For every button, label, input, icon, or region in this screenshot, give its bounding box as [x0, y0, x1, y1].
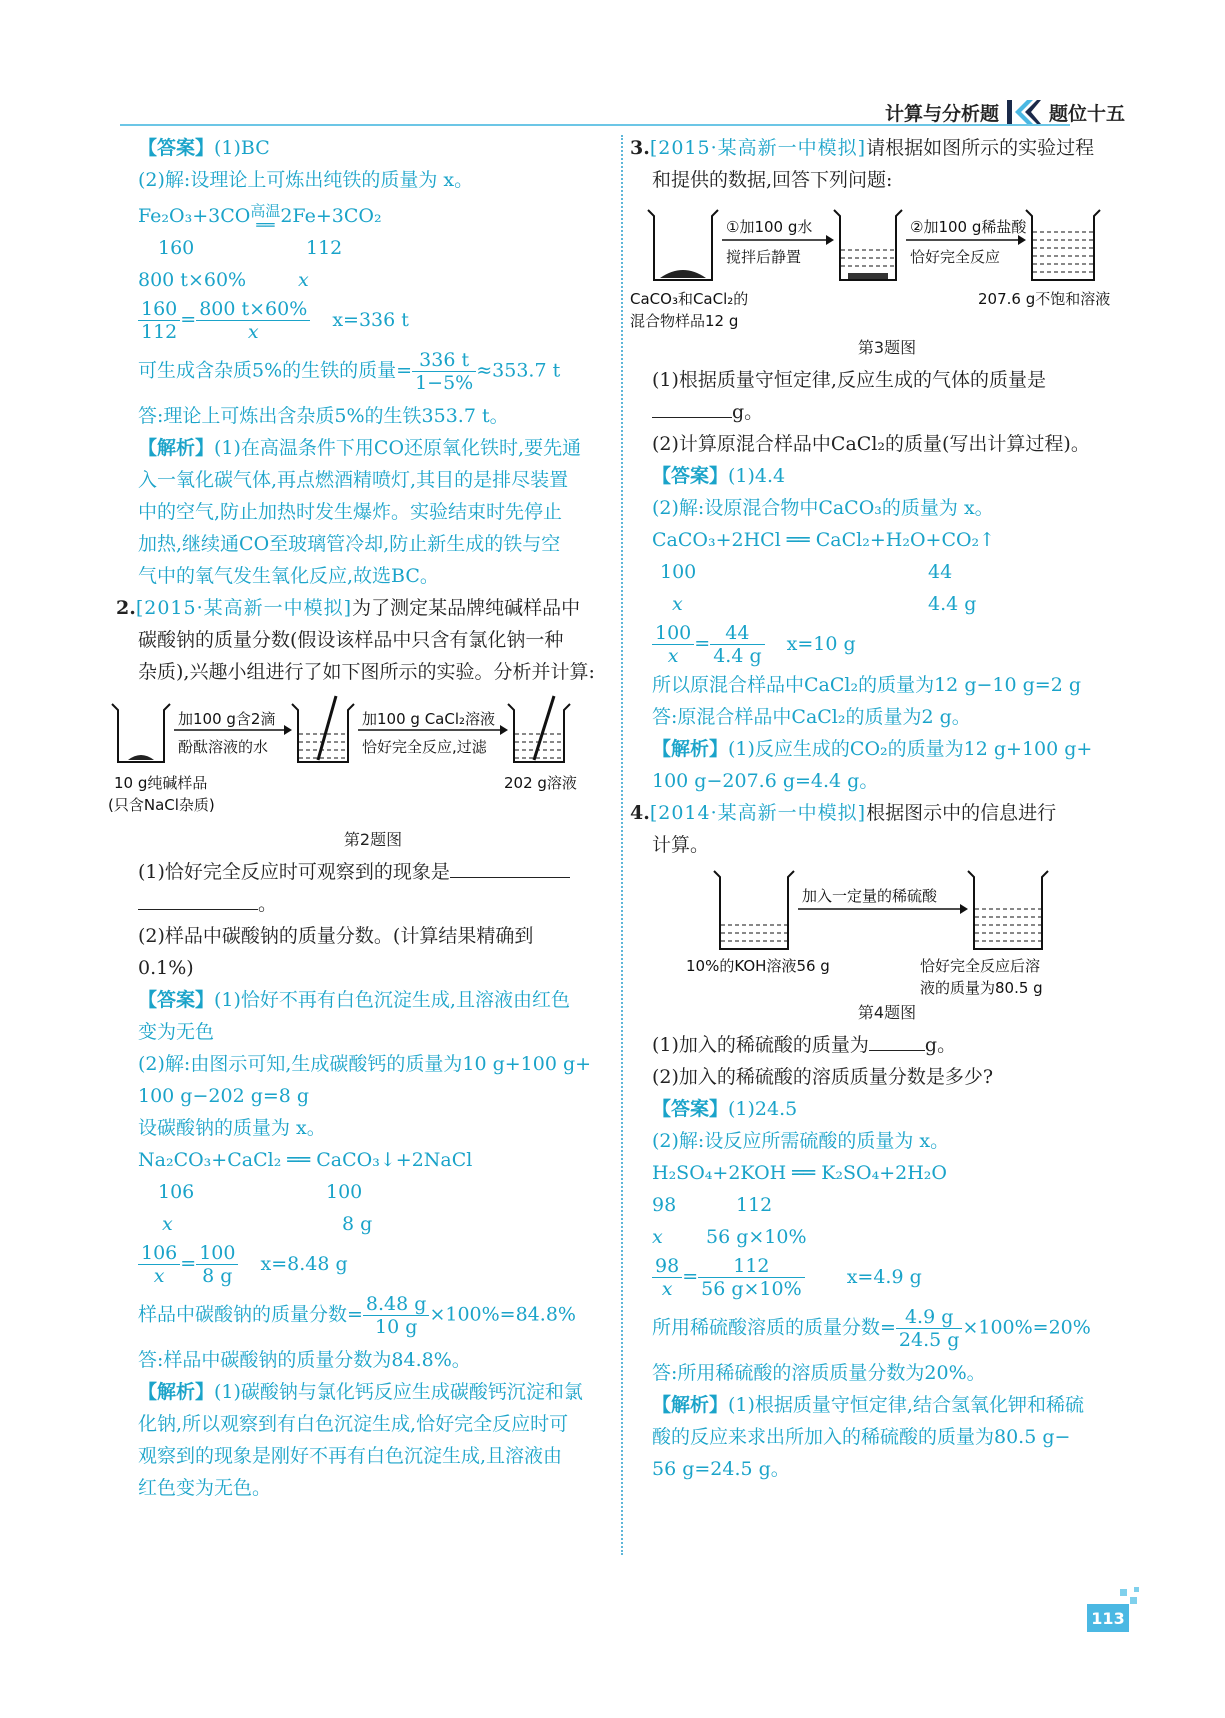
result: x=10 g: [786, 632, 856, 655]
solution-line: 100 g−202 g=8 g: [138, 1085, 310, 1107]
frac-denominator: 56 g×10%: [701, 1278, 802, 1300]
arrow-label: ②加100 g稀盐酸: [910, 218, 1027, 236]
analysis-line: 中的空气,防止加热时发生爆炸。实验结束时先停止: [138, 501, 563, 523]
analysis-line: 加热,继续通CO至玻璃管冷却,防止新生成的铁与空: [138, 533, 561, 555]
answer-text: (1)24.5: [728, 1098, 798, 1120]
conclusion: 答:理论上可炼出含杂质5%的生铁353.7 t。: [138, 405, 509, 427]
sub-question: (2)加入的稀硫酸的溶质质量分数是多少?: [652, 1066, 994, 1088]
solution-line: (2)解:设原混合物中CaCO₃的质量为 x。: [652, 497, 994, 519]
known-value: 800 t×60%: [138, 269, 247, 291]
sub-question: (2)计算原混合样品中CaCl₂的质量(写出计算过程)。: [652, 433, 1090, 455]
end-label: 202 g溶液: [504, 774, 577, 792]
sample-label: CaCO₃和CaCl₂的: [630, 290, 749, 308]
percentage-row: [652, 1306, 1122, 1351]
text: g。: [732, 401, 764, 423]
answer-text: (1)BC: [214, 137, 270, 159]
text: g。: [924, 1034, 957, 1056]
answer-tag: 【答案】: [652, 1098, 729, 1120]
conclusion: 答:样品中碳酸钠的质量分数为84.8%。: [138, 1349, 471, 1371]
frac-denominator: 4.4 g: [713, 645, 762, 667]
question-stem: 碳酸钠的质量分数(假设该样品中只含有氯化钠一种: [138, 629, 564, 651]
experiment-diagram: [626, 200, 1126, 332]
frac-numerator: 106: [138, 1242, 180, 1265]
end-label: 液的质量为80.5 g: [920, 979, 1043, 997]
frac-denominator: 1−5%: [415, 372, 474, 394]
molar-mass: 100: [660, 561, 697, 583]
solution-line: (2)解:设反应所需硫酸的质量为 x。: [652, 1130, 950, 1152]
chevron-logo-icon: [1007, 98, 1041, 126]
sample-label: 10 g纯碱样品: [114, 774, 208, 792]
molar-mass-row: [652, 1189, 1122, 1221]
frac-numerator: 336 t: [412, 349, 476, 372]
sub-question: (1)恰好完全反应时可观察到的现象是: [138, 861, 450, 883]
answer-text: 变为无色: [138, 1021, 215, 1043]
header-rule: [120, 124, 1070, 126]
equation-left: Fe₂O₃+3CO: [138, 205, 251, 227]
solution-line: (2)解:由图示可知,生成碳酸钙的质量为10 g+100 g+: [138, 1053, 592, 1075]
analysis-line: 56 g=24.5 g。: [652, 1458, 790, 1480]
end-label: 207.6 g不饱和溶液: [978, 290, 1111, 308]
text: ≈353.7 t: [476, 359, 561, 382]
equation-condition: 高温: [250, 202, 281, 220]
question-stem: 请根据如图所示的实验过程: [866, 137, 1095, 159]
unknown-value: x: [162, 1213, 173, 1235]
frac-denominator: x: [247, 321, 259, 343]
left-column: 【答案】(1)BC (2)解:设理论上可炼出纯铁的质量为 x。 Fe₂O₃+3CO 高温 ══ 2Fe+3CO₂ 160 112 800 t×60% x $\frac{160}{112}$ = $\frac{800 t\times 60\%}{x}$ x=336 t 可生成含杂质5%的生铁的质量= $\frac{336 t}{1-5\%}$ ≈353.7 t 答:理论上可炼出含杂质5%的生铁353.7 t。 【解析】(1)在高温条件下用CO还原氧化铁时,要先通 入一氧化碳气体,再点燃酒精喷灯,其目的是排尽装置 中的空气,防止加热时发生爆炸。实验结束时先停止 加热,继续通CO至玻璃管冷却,防止新生成的铁与空 气中的氧气发生氧化反应,故选BC。 2.[2015·某高新一中模拟]为了测定某品牌纯碱样品中 碳酸钠的质量分数(假设该样品中只含有氯化钠一种 杂质),兴趣小组进行了如下图所示的实验。分析并计算: 加100 g含2滴 酚酞溶液的水 加100 g CaCl₂溶液 恰好完全反应,过滤 10 g纯碱样品 (只含NaCl杂质) 202 g溶液 第2题图 (1)恰好完全反应时可观察到的现象是 。 (2)样品中碳酸钠的质量分数。(计算结果精确到 0.1%) 【答案】(1)恰好不再有白色沉淀生成,且溶液由红色 变为无色 (2)解:由图示可知,生成碳酸钙的质量为10 g+100 g+ 100 g−202 g=8 g 设碳酸钠的质量为 x。 Na₂CO₃+CaCl₂ ══ CaCO₃↓+2NaCl 106 100 x 8 g $\frac{106}{x}$ = $\frac{100}{8 g}$ x=8.48 g 样品中碳酸钠的质量分数= $\frac{8.48 g}{10 g}$ ×100%=84.8% 答:样品中碳酸钠的质量分数为84.8%。 【解析】(1)碳酸钠与氯化钙反应生成碳酸钙沉淀和氯 化钠,所以观察到有白色沉淀生成,恰好完全反应时可 观察到的现象是刚好不再有白色沉淀生成,且溶液由 红色变为无色。: [138, 132, 608, 1504]
text: ×100%=20%: [962, 1316, 1091, 1339]
figure-3: [626, 200, 1122, 332]
end-label: 恰好完全反应后溶: [920, 957, 1041, 975]
question-stem: 杂质),兴趣小组进行了如下图所示的实验。分析并计算:: [138, 661, 595, 683]
arrow-label: 恰好完全反应: [910, 248, 1001, 266]
text: 可生成含杂质5%的生铁的质量=: [138, 359, 413, 382]
arrow-label: 酚酞溶液的水: [178, 738, 269, 756]
result: x=336 t: [332, 308, 409, 331]
analysis-line: (1)反应生成的CO₂的质量为12 g+100 g+: [728, 738, 1093, 760]
question-source: [2015·某高新一中模拟]: [135, 597, 353, 619]
figure-4: [678, 865, 1122, 997]
proportion-row: $\frac{160}{112}$ = $\frac{800 t\times 60\%}{x}$ x=336 t: [138, 298, 608, 343]
analysis-tag: 【解析】: [138, 1381, 215, 1403]
sub-question: (1)加入的稀硫酸的质量为: [652, 1034, 869, 1056]
figure-caption: 第3题图: [857, 338, 917, 357]
question-source: [2014·某高新一中模拟]: [649, 802, 867, 824]
result: x=8.48 g: [260, 1252, 348, 1275]
arrow-label: 搅拌后静置: [726, 248, 802, 266]
frac-denominator: 10 g: [374, 1316, 418, 1338]
molar-mass: 160: [158, 237, 195, 259]
experiment-diagram: [108, 694, 598, 824]
answer-text: (1)恰好不再有白色沉淀生成,且溶液由红色: [214, 989, 570, 1011]
unknown-value: x: [652, 1226, 663, 1248]
solution-line: 所以原混合样品中CaCl₂的质量为12 g−10 g=2 g: [652, 674, 1081, 696]
frac-denominator: 24.5 g: [898, 1329, 960, 1351]
impure-mass-row: [138, 349, 608, 394]
question-number: 2.: [116, 597, 136, 619]
molar-mass: 112: [306, 237, 343, 259]
equation: Fe₂O₃+3CO 高温 ══ 2Fe+3CO₂: [138, 202, 382, 234]
analysis-line: 红色变为无色。: [138, 1477, 272, 1499]
frac-denominator: x: [667, 645, 679, 667]
known-value: 4.4 g: [928, 593, 977, 615]
experiment-diagram: [678, 865, 1098, 997]
analysis-line: (1)根据质量守恒定律,结合氢氧化钾和稀硫: [728, 1394, 1084, 1416]
question-source: [2015·某高新一中模拟]: [649, 137, 867, 159]
analysis-tag: 【解析】: [138, 437, 215, 459]
text: 样品中碳酸钠的质量分数=: [138, 1303, 363, 1326]
figure-caption: 第2题图: [343, 830, 403, 849]
question-number: 3.: [630, 137, 650, 159]
analysis-line: 入一氧化碳气体,再点燃酒精喷灯,其目的是排尽装置: [138, 469, 569, 491]
analysis-tag: 【解析】: [652, 1394, 729, 1416]
answer-tag: 【答案】: [138, 989, 215, 1011]
answer-blank[interactable]: [869, 1050, 925, 1051]
answer-blank[interactable]: [450, 877, 570, 878]
frac-denominator: 8 g: [202, 1265, 233, 1287]
frac-denominator: x: [661, 1278, 673, 1300]
frac-numerator: 8.48 g: [363, 1293, 430, 1316]
sample-label: 混合物样品12 g: [630, 312, 739, 330]
sub-question: 0.1%): [138, 957, 194, 979]
equation: H₂SO₄+2KOH ══ K₂SO₄+2H₂O: [652, 1162, 947, 1184]
right-column: [630, 132, 1122, 1485]
question-stem: 和提供的数据,回答下列问题:: [652, 169, 893, 191]
question-stem: 为了测定某品牌纯碱样品中: [352, 597, 581, 619]
sample-label: (只含NaCl杂质): [108, 796, 215, 814]
question-stem: 计算。: [652, 834, 710, 856]
frac-numerator: 100: [196, 1242, 238, 1265]
unknown-value: x: [672, 593, 683, 615]
answer-tag: 【答案】: [652, 465, 729, 487]
page-header: [885, 98, 1125, 126]
text: ×100%=84.8%: [429, 1303, 576, 1326]
figure-2: [108, 694, 608, 824]
sample-label: 10%的KOH溶液56 g: [686, 957, 830, 975]
page-number: 113: [1087, 1604, 1129, 1632]
question-2: [116, 592, 608, 688]
frac-numerator: 100: [652, 622, 694, 645]
analysis-line: 观察到的现象是刚好不再有白色沉淀生成,且溶液由: [138, 1445, 563, 1467]
question-stem: 根据图示中的信息进行: [866, 802, 1057, 824]
analysis-line: (1)碳酸钠与氯化钙反应生成碳酸钙沉淀和氯: [214, 1381, 583, 1403]
solution-line: 设碳酸钠的质量为 x。: [138, 1117, 326, 1139]
molar-mass: 106: [158, 1181, 195, 1203]
value-row: [652, 588, 1122, 620]
proportion-row: $\frac{106}{x}$ = $\frac{100}{8 g}$ x=8.48 g: [138, 1242, 608, 1287]
proportion-row: $\frac{100}{x}$ = $\frac{44}{4.4 g}$ x=10 g: [652, 622, 1122, 667]
frac-numerator: 98: [652, 1255, 682, 1278]
frac-numerator: 4.9 g: [896, 1306, 963, 1329]
conclusion: 答:原混合样品中CaCl₂的质量为2 g。: [652, 706, 971, 728]
frac-numerator: 112: [698, 1255, 805, 1278]
frac-denominator: x: [153, 1265, 165, 1287]
figure-caption: 第4题图: [857, 1003, 917, 1022]
sub-question: (2)样品中碳酸钠的质量分数。(计算结果精确到: [138, 925, 534, 947]
value-row: [138, 1208, 608, 1240]
answer-blank[interactable]: [652, 417, 732, 418]
equation: CaCO₃+2HCl ══ CaCl₂+H₂O+CO₂↑: [652, 529, 996, 551]
molar-mass: 100: [326, 1181, 363, 1203]
analysis: [138, 432, 608, 592]
percentage-row: [138, 1293, 608, 1338]
answer-text: (1)4.4: [728, 465, 786, 487]
solution-line: (2)解:设理论上可炼出纯铁的质量为 x。: [138, 169, 474, 191]
analysis-line: 100 g−207.6 g=4.4 g。: [652, 770, 879, 792]
answer-blank[interactable]: [138, 909, 258, 910]
column-divider: [621, 135, 623, 1555]
value-row: [652, 1221, 1122, 1253]
molar-mass-row: [138, 232, 608, 264]
arrow-label: 加入一定量的稀硫酸: [802, 887, 938, 905]
molar-mass-row: [652, 556, 1122, 588]
text: 所用稀硫酸溶质的质量分数=: [652, 1316, 896, 1339]
arrow-label: 加100 g含2滴: [178, 710, 276, 728]
frac-numerator: 44: [710, 622, 764, 645]
question-number: 4.: [630, 802, 650, 824]
analysis-line: 气中的氧气发生氧化反应,故选BC。: [138, 565, 439, 587]
molar-mass-row: [138, 1176, 608, 1208]
value-row: [138, 264, 608, 296]
arrow-label: 加100 g CaCl₂溶液: [362, 710, 496, 728]
molar-mass: 98: [652, 1194, 677, 1216]
arrow-label: 恰好完全反应,过滤: [362, 738, 487, 756]
frac-denominator: 112: [141, 321, 178, 343]
analysis-line: (1)在高温条件下用CO还原氧化铁时,要先通: [214, 437, 582, 459]
section-title: 计算与分析题: [884, 102, 999, 125]
position-title: 题位十五: [1048, 102, 1125, 125]
analysis-tag: 【解析】: [652, 738, 729, 760]
answer-tag: 【答案】: [138, 137, 215, 159]
frac-numerator: 160: [138, 298, 180, 321]
equation: Na₂CO₃+CaCl₂ ══ CaCO₃↓+2NaCl: [138, 1149, 473, 1171]
equation-right: 2Fe+3CO₂: [280, 205, 382, 227]
question-4: [630, 797, 1122, 861]
conclusion: 答:所用稀硫酸的溶质质量分数为20%。: [652, 1362, 986, 1384]
arrow-label: ①加100 g水: [726, 218, 813, 236]
analysis-line: 化钠,所以观察到有白色沉淀生成,恰好完全反应时可: [138, 1413, 569, 1435]
molar-mass: 112: [736, 1194, 773, 1216]
known-value: 8 g: [342, 1213, 373, 1235]
question-3: [630, 132, 1122, 196]
unknown-value: x: [298, 269, 309, 291]
frac-numerator: 800 t×60%: [196, 298, 310, 321]
analysis-line: 酸的反应来求出所加入的稀硫酸的质量为80.5 g−: [652, 1426, 1071, 1448]
molar-mass: 44: [928, 561, 953, 583]
proportion-row: $\frac{98}{x}$ = $\frac{112}{56 g\times 10\%}$ x=4.9 g: [652, 1255, 1122, 1300]
sub-question: (1)根据质量守恒定律,反应生成的气体的质量是: [652, 369, 1046, 391]
known-value: 56 g×10%: [706, 1226, 807, 1248]
result: x=4.9 g: [846, 1265, 922, 1288]
